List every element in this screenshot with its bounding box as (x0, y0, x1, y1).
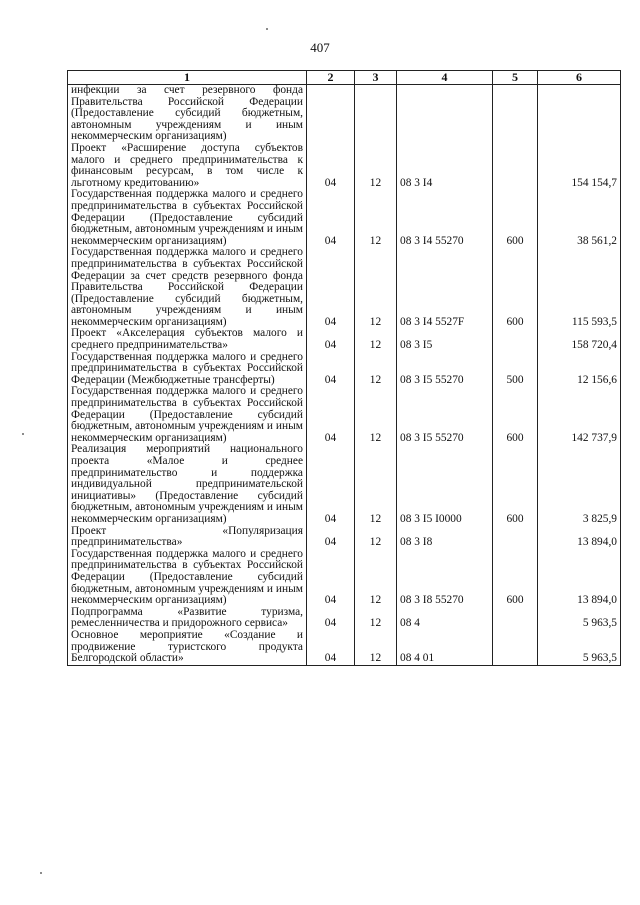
table-header-row (68, 71, 621, 85)
table-row (68, 526, 621, 549)
row-section: 04 (307, 607, 355, 630)
table-row (68, 607, 621, 630)
row-amount: 115 593,5 (538, 247, 621, 328)
table-row (68, 85, 621, 143)
row-amount: 5 963,5 (538, 630, 621, 665)
row-amount: 13 894,0 (538, 526, 621, 549)
row-subsection (355, 85, 397, 143)
row-target-code: 08 3 I5 55270 (397, 352, 493, 387)
row-section (307, 85, 355, 143)
row-subsection: 12 (355, 630, 397, 665)
row-expense-type: 600 (493, 549, 538, 607)
row-expense-type: 600 (493, 444, 538, 525)
row-description: Государственная поддержка малого и среднего предпринимательства в субъектах Российской Федерации (Межбюджетные трансферты) (68, 352, 307, 387)
row-target-code: 08 3 I5 I0000 (397, 444, 493, 525)
row-section: 04 (307, 526, 355, 549)
row-amount: 13 894,0 (538, 549, 621, 607)
table-row (68, 143, 621, 189)
row-expense-type: 600 (493, 386, 538, 444)
row-subsection: 12 (355, 328, 397, 351)
row-section: 04 (307, 444, 355, 525)
row-description: Реализация мероприятий национального проекта «Малое и среднее предпринимательство и поддержка индивидуальной предпринимательской инициативы» (Предоставление субсидий бюджетным, автономным учреждениям и иным некоммерческим организациям) (68, 444, 307, 525)
row-target-code: 08 3 I5 (397, 328, 493, 351)
row-expense-type (493, 328, 538, 351)
table-row (68, 328, 621, 351)
table-row (68, 386, 621, 444)
row-subsection: 12 (355, 352, 397, 387)
row-target-code: 08 4 (397, 607, 493, 630)
column-header: 3 (355, 71, 397, 85)
row-description: Государственная поддержка малого и среднего предпринимательства в субъектах Российской Федерации (Предоставление субсидий бюджетным, автономным учреждениям и иным некоммерческим организациям) (68, 189, 307, 247)
row-amount (538, 85, 621, 143)
row-section: 04 (307, 549, 355, 607)
row-target-code (397, 85, 493, 143)
row-subsection: 12 (355, 549, 397, 607)
table-row (68, 247, 621, 328)
column-header: 2 (307, 71, 355, 85)
table-row (68, 444, 621, 525)
row-description: Проект «Акселерация субъектов малого и среднего предпринимательства» (68, 328, 307, 351)
table-row (68, 352, 621, 387)
row-amount: 38 561,2 (538, 189, 621, 247)
column-header: 4 (397, 71, 493, 85)
row-target-code: 08 3 I4 (397, 143, 493, 189)
row-description: Основное мероприятие «Создание и продвижение туристского продукта Белгородской области» (68, 630, 307, 665)
table-row (68, 630, 621, 665)
row-section: 04 (307, 386, 355, 444)
row-target-code: 08 3 I4 5527F (397, 247, 493, 328)
row-subsection: 12 (355, 526, 397, 549)
row-expense-type: 600 (493, 247, 538, 328)
row-description: Государственная поддержка малого и среднего предпринимательства в субъектах Российской Федерации (Предоставление субсидий бюджетным, автономным учреждениям и иным некоммерческим организациям) (68, 386, 307, 444)
row-section: 04 (307, 247, 355, 328)
row-target-code: 08 3 I8 55270 (397, 549, 493, 607)
row-expense-type (493, 630, 538, 665)
row-section: 04 (307, 630, 355, 665)
row-expense-type (493, 526, 538, 549)
column-header: 5 (493, 71, 538, 85)
row-subsection: 12 (355, 247, 397, 328)
row-description: Государственная поддержка малого и среднего предпринимательства в субъектах Российской Федерации за счет средств резервного фонда Правительства Российской Федерации (Предоставление субсидий бюджетным, автономным учреждениям и иным некоммерческим организациям) (68, 247, 307, 328)
row-amount: 158 720,4 (538, 328, 621, 351)
scan-speck (22, 433, 24, 435)
row-description: Государственная поддержка малого и среднего предпринимательства в субъектах Российской Федерации (Предоставление субсидий бюджетным, автономным учреждениям и иным некоммерческим организациям) (68, 549, 307, 607)
row-target-code: 08 3 I4 55270 (397, 189, 493, 247)
scan-speck (40, 872, 42, 874)
row-target-code: 08 3 I5 55270 (397, 386, 493, 444)
row-section: 04 (307, 143, 355, 189)
row-amount: 12 156,6 (538, 352, 621, 387)
row-description: Проект «Популяризация предпринимательства» (68, 526, 307, 549)
budget-table (67, 70, 621, 666)
row-amount: 154 154,7 (538, 143, 621, 189)
row-description: Подпрограмма «Развитие туризма, ремесленничества и придорожного сервиса» (68, 607, 307, 630)
row-amount: 3 825,9 (538, 444, 621, 525)
row-expense-type: 500 (493, 352, 538, 387)
row-section: 04 (307, 189, 355, 247)
row-expense-type (493, 85, 538, 143)
row-expense-type: 600 (493, 189, 538, 247)
row-expense-type (493, 143, 538, 189)
row-subsection: 12 (355, 189, 397, 247)
table-row (68, 549, 621, 607)
row-subsection: 12 (355, 444, 397, 525)
row-target-code: 08 3 I8 (397, 526, 493, 549)
page-number: 407 (310, 40, 330, 55)
scan-speck (266, 28, 268, 30)
row-subsection: 12 (355, 607, 397, 630)
row-target-code: 08 4 01 (397, 630, 493, 665)
row-description: Проект «Расширение доступа субъектов малого и среднего предпринимательства к финансовым ресурсам, в том числе к льготному кредитованию» (68, 143, 307, 189)
row-expense-type (493, 607, 538, 630)
row-amount: 5 963,5 (538, 607, 621, 630)
row-section: 04 (307, 328, 355, 351)
column-header: 1 (68, 71, 307, 85)
row-amount: 142 737,9 (538, 386, 621, 444)
row-description: инфекции за счет резервного фонда Правительства Российской Федерации (Предоставление субсидий бюджетным, автономным учреждениям и иным некоммерческим организациям) (68, 85, 307, 143)
row-subsection: 12 (355, 143, 397, 189)
table-row (68, 189, 621, 247)
row-section: 04 (307, 352, 355, 387)
row-subsection: 12 (355, 386, 397, 444)
column-header: 6 (538, 71, 621, 85)
